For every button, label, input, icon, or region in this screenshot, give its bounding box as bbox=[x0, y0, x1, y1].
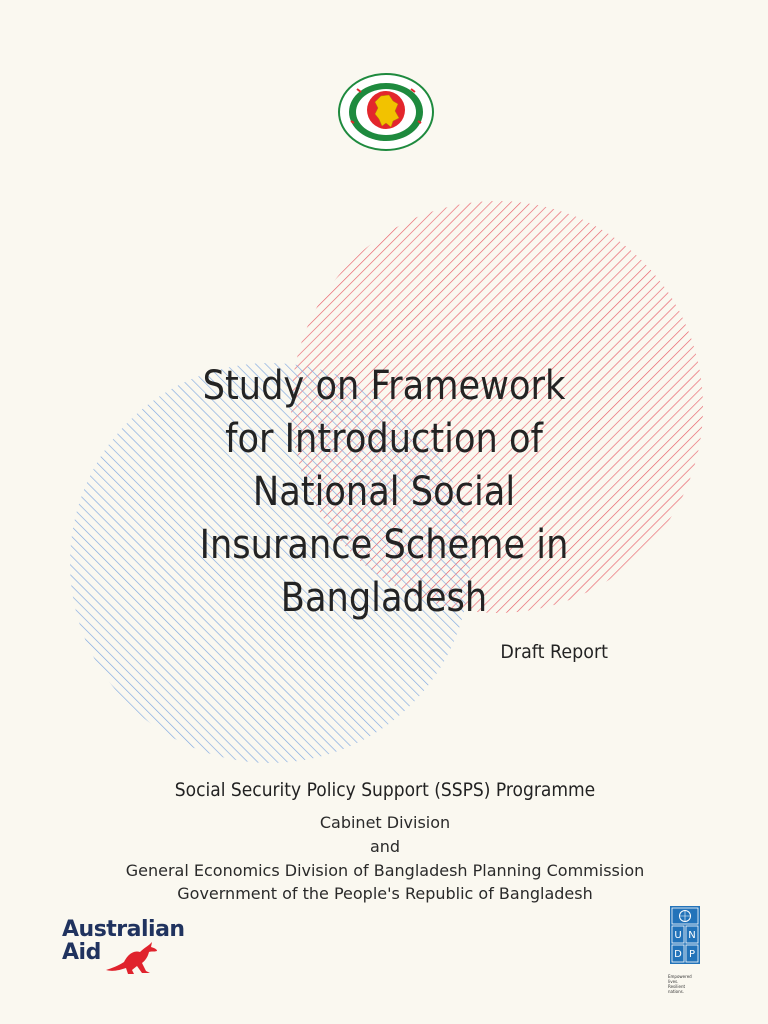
org-line-4: Government of the People's Republic of Bangladesh bbox=[177, 884, 593, 903]
title-line-2: for Introduction of bbox=[225, 416, 543, 462]
undp-letter-u: U bbox=[674, 930, 682, 941]
org-line-1: Cabinet Division bbox=[319, 813, 451, 832]
report-subtitle: Draft Report bbox=[500, 641, 608, 663]
title-line-4: Insurance Scheme in bbox=[199, 522, 569, 568]
title-line-3: National Social bbox=[252, 469, 516, 515]
org-line-3: General Economics Division of Bangladesh Planning Commission bbox=[125, 861, 645, 880]
undp-tagline-line-1: Empowered lives. bbox=[668, 974, 692, 984]
australian-aid-logo bbox=[62, 917, 185, 982]
title-line-5: Bangladesh bbox=[280, 575, 488, 621]
undp-emblem-icon bbox=[670, 906, 700, 964]
programme-name: Social Security Policy Support (SSPS) Programme bbox=[174, 779, 596, 801]
australian-aid-line-1: Australian bbox=[62, 917, 185, 942]
org-line-2: and bbox=[369, 837, 401, 856]
undp-letter-d: D bbox=[674, 949, 682, 960]
undp-letter-p: P bbox=[688, 949, 696, 960]
australian-aid-line-2: Aid bbox=[62, 940, 101, 965]
government-seal bbox=[337, 73, 435, 151]
kangaroo-icon bbox=[104, 940, 160, 976]
title-line-1: Study on Framework bbox=[202, 363, 566, 409]
report-title bbox=[120, 360, 648, 625]
undp-letter-n: N bbox=[688, 930, 696, 941]
undp-logo bbox=[668, 906, 702, 994]
undp-tagline-line-2: Resilient nations. bbox=[668, 984, 686, 994]
undp-tagline bbox=[668, 974, 702, 994]
